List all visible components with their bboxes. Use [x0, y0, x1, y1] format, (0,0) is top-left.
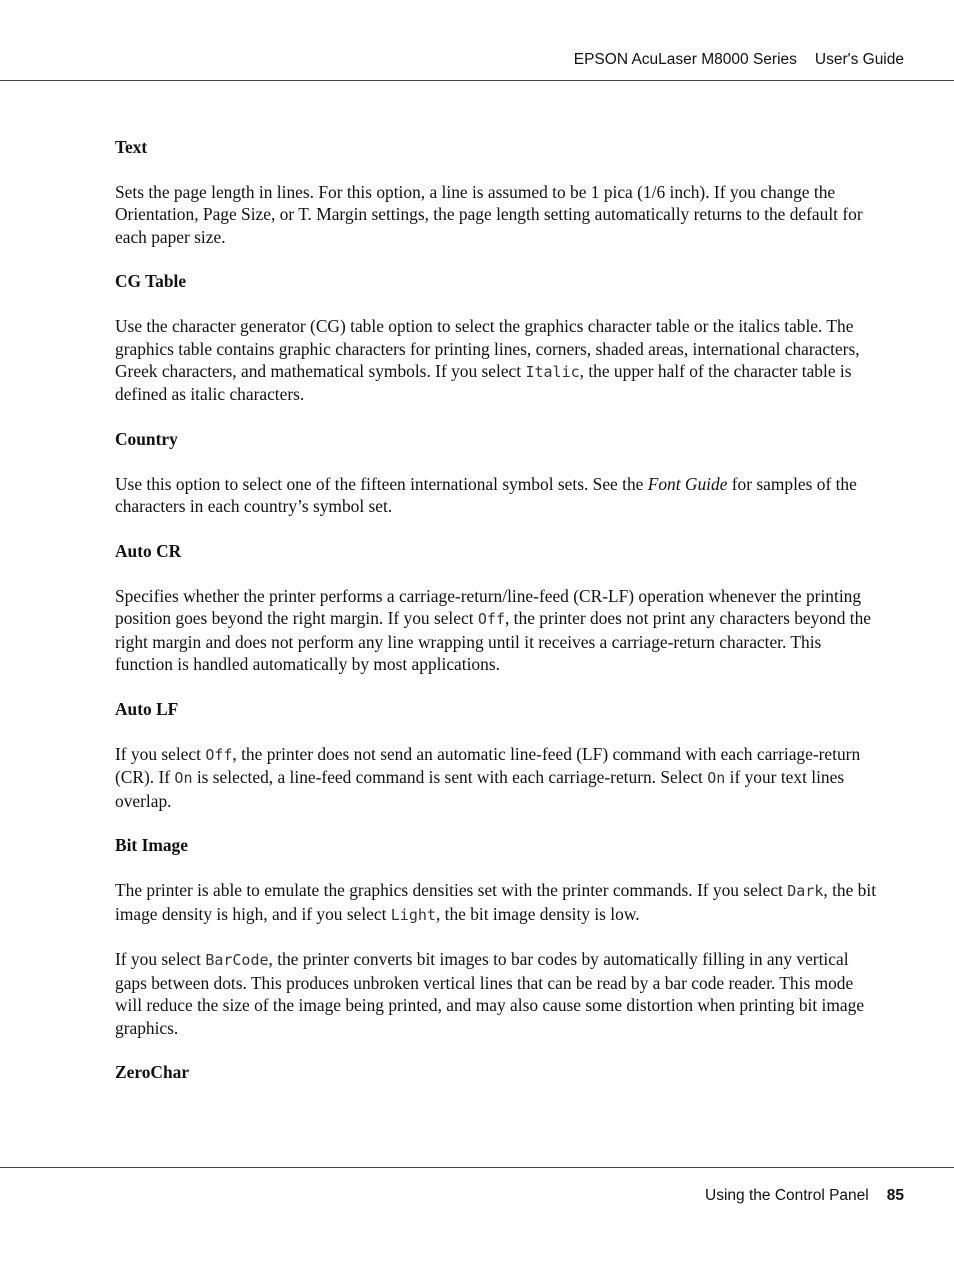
paragraph-country: Use this option to select one of the fifteen international symbol sets. See the Font Guide for samples of the characters in each country’s symbol set.	[115, 474, 857, 517]
heading-text: Text	[115, 137, 148, 157]
header-product: EPSON AcuLaser M8000 Series	[573, 51, 797, 68]
page-footer	[705, 1187, 904, 1205]
paragraph-cg-table: Use the character generator (CG) table option to select the graphics character table or the italics table. The graphics table contains graphic characters for printing lines, corners, shaded areas, international characters, Greek characters, and mathematical symbols. If you select Italic, the upper half of the character table is defined as italic characters.	[115, 316, 860, 405]
paragraph-bit-image-1: The printer is able to emulate the graphics densities set with the printer commands. If you select Dark, the bit image density is high, and if you select Light, the bit image density is low.	[115, 880, 877, 924]
header-guide: User's Guide	[814, 51, 904, 68]
paragraph-text: Sets the page length in lines. For this option, a line is assumed to be 1 pica (1/6 inch). If you change the Orientation, Page Size, or T. Margin settings, the page length setting automatically returns to the default for each paper size.	[115, 181, 863, 247]
footer-rule	[0, 1167, 954, 1168]
paragraph-auto-cr: Specifies whether the printer performs a carriage-return/line-feed (CR-LF) operation whenever the printing position goes beyond the right margin. If you select Off, the printer does not print any characters beyond the right margin and does not perform any line wrapping until it receives a carriage-return character. This function is handled automatically by most applications.	[115, 586, 872, 675]
heading-auto-cr: Auto CR	[115, 541, 182, 562]
code-italic: Italic	[525, 363, 580, 382]
heading-country: Country	[115, 429, 178, 450]
code-on: On	[707, 769, 726, 788]
page-content	[115, 136, 879, 1106]
code-light: Light	[390, 905, 436, 924]
heading-auto-lf: Auto LF	[115, 699, 179, 720]
footer-section: Using the Control Panel	[705, 1187, 869, 1204]
heading-cg-table: CG Table	[115, 271, 187, 292]
paragraph-bit-image-2: If you select BarCode, the printer converts bit images to bar codes by automatically filling in any vertical gaps between dots. This produces unbroken vertical lines that can be read by a bar code reader. This mode will reduce the size of the image being printed, and may also cause some distortion when printing bit image graphics.	[115, 949, 865, 1038]
code-off: Off	[477, 610, 505, 629]
code-off: Off	[205, 745, 233, 764]
font-guide-reference: Font Guide	[647, 474, 728, 495]
page-header	[574, 51, 904, 69]
header-rule	[0, 80, 954, 81]
heading-bit-image: Bit Image	[115, 835, 188, 856]
code-on: On	[174, 769, 193, 788]
heading-zerochar: ZeroChar	[115, 1062, 190, 1083]
code-dark: Dark	[787, 882, 824, 901]
paragraph-auto-lf: If you select Off, the printer does not send an automatic line-feed (LF) command with each carriage-return (CR). If On is selected, a line-feed command is sent with each carriage-return. Select On if your text lines overlap.	[115, 743, 861, 811]
page-number: 85	[886, 1187, 904, 1204]
code-barcode: BarCode	[205, 951, 269, 970]
